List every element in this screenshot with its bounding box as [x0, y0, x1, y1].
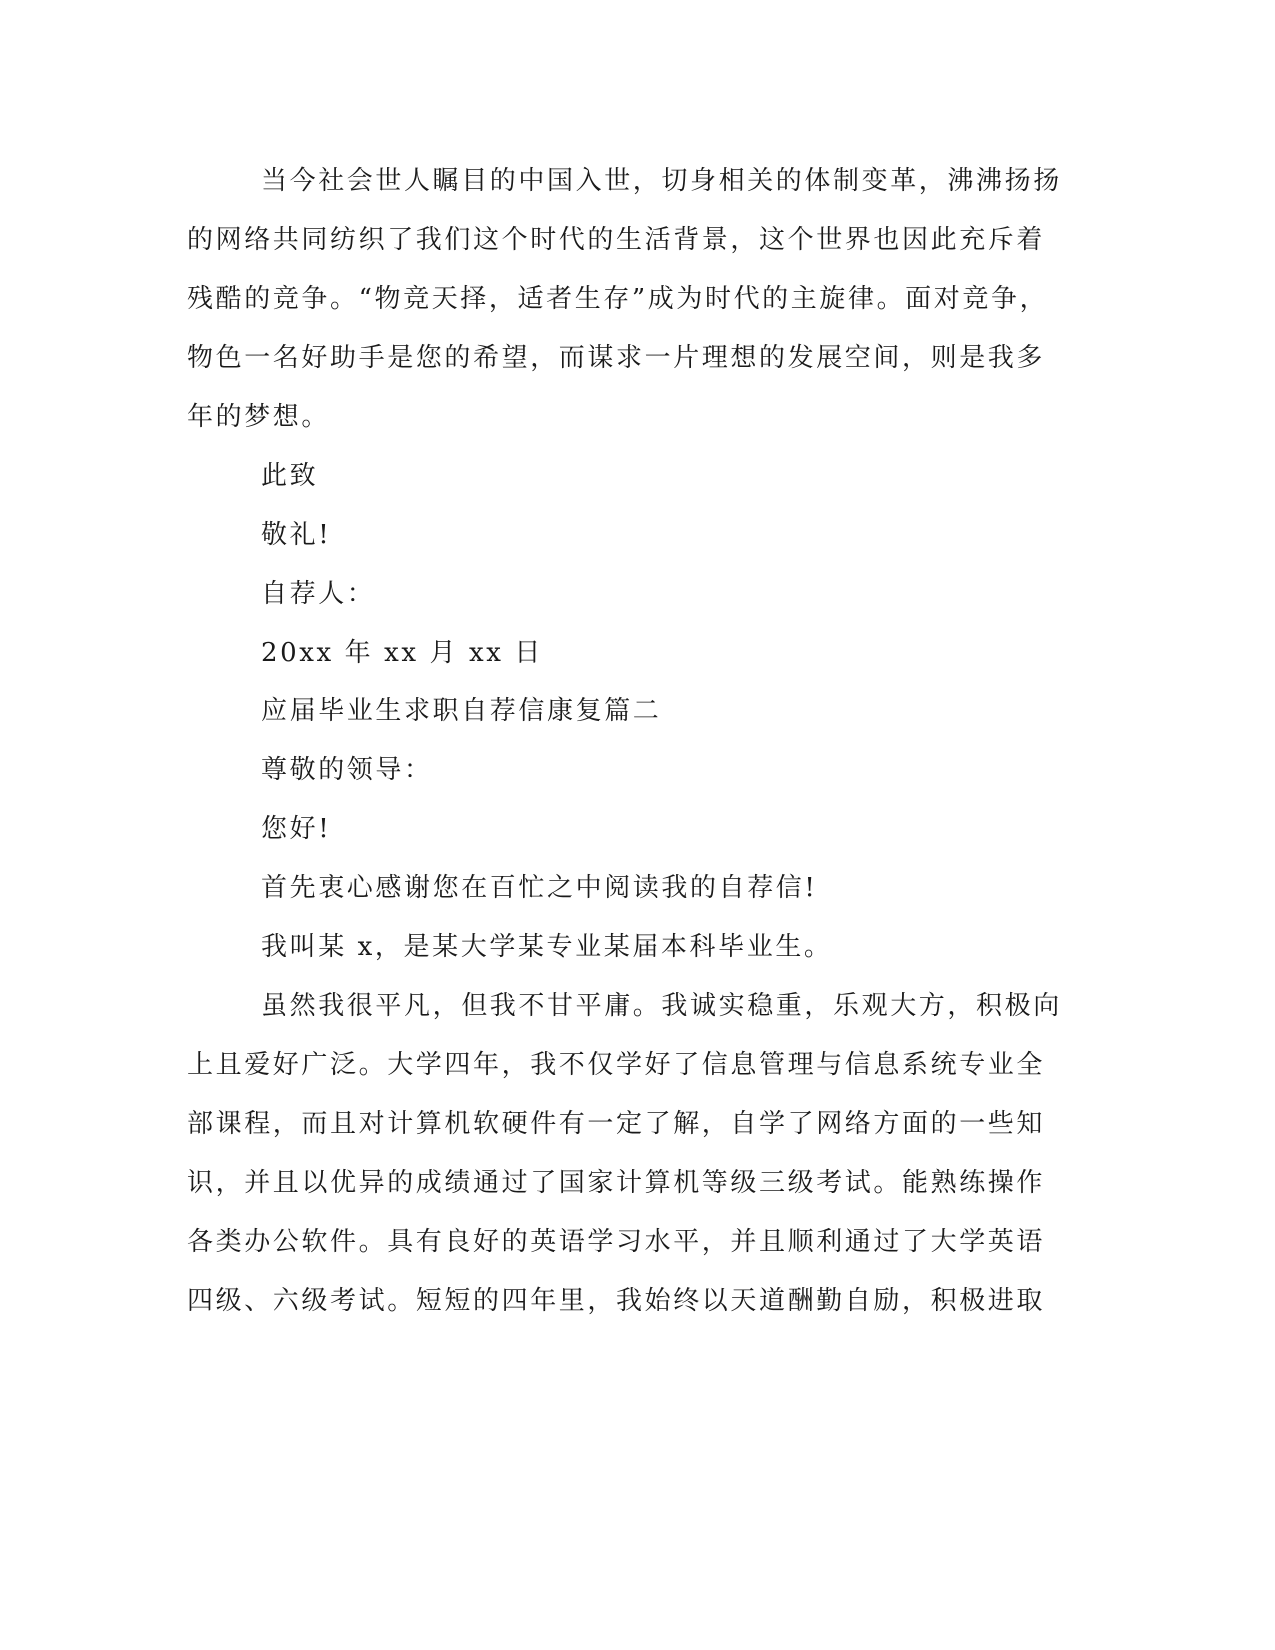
paragraph-line: 年的梦想。 — [187, 402, 331, 432]
paragraph-line: 残酷的竞争。“物竞天择，适者生存”成为时代的主旋律。面对竞争， — [187, 284, 1049, 314]
intro-line: 我叫某 x，是某大学某专业某届本科毕业生。 — [261, 932, 833, 962]
section-title: 应届毕业生求职自荐信康复篇二 — [261, 696, 662, 726]
paragraph-line: 各类办公软件。具有良好的英语学习水平，并且顺利通过了大学英语 — [187, 1227, 1046, 1257]
paragraph-line: 识，并且以优异的成绩通过了国家计算机等级三级考试。能熟练操作 — [187, 1168, 1046, 1198]
signer-label: 自荐人： — [261, 579, 376, 609]
thanks-line: 首先衷心感谢您在百忙之中阅读我的自荐信! — [261, 873, 818, 903]
greeting: 您好! — [261, 814, 332, 844]
paragraph-line: 当今社会世人瞩目的中国入世，切身相关的体制变革，沸沸扬扬 — [261, 166, 1062, 196]
paragraph-line: 上且爱好广泛。大学四年，我不仅学好了信息管理与信息系统专业全 — [187, 1050, 1046, 1080]
letter-date: 20xx 年 xx 月 xx 日 — [261, 638, 543, 668]
paragraph-line: 虽然我很平凡，但我不甘平庸。我诚实稳重，乐观大方，积极向 — [261, 991, 1062, 1021]
paragraph-line: 部课程，而且对计算机软硬件有一定了解，自学了网络方面的一些知 — [187, 1109, 1046, 1139]
closing-jing-li: 敬礼! — [261, 520, 332, 550]
closing-ci-zhi: 此致 — [261, 461, 319, 491]
paragraph-line: 四级、六级考试。短短的四年里，我始终以天道酬勤自励，积极进取 — [187, 1286, 1046, 1316]
paragraph-line: 的网络共同纺织了我们这个时代的生活背景，这个世界也因此充斥着 — [187, 225, 1046, 255]
paragraph-line: 物色一名好助手是您的希望，而谋求一片理想的发展空间，则是我多 — [187, 343, 1046, 373]
salutation: 尊敬的领导： — [261, 755, 433, 785]
